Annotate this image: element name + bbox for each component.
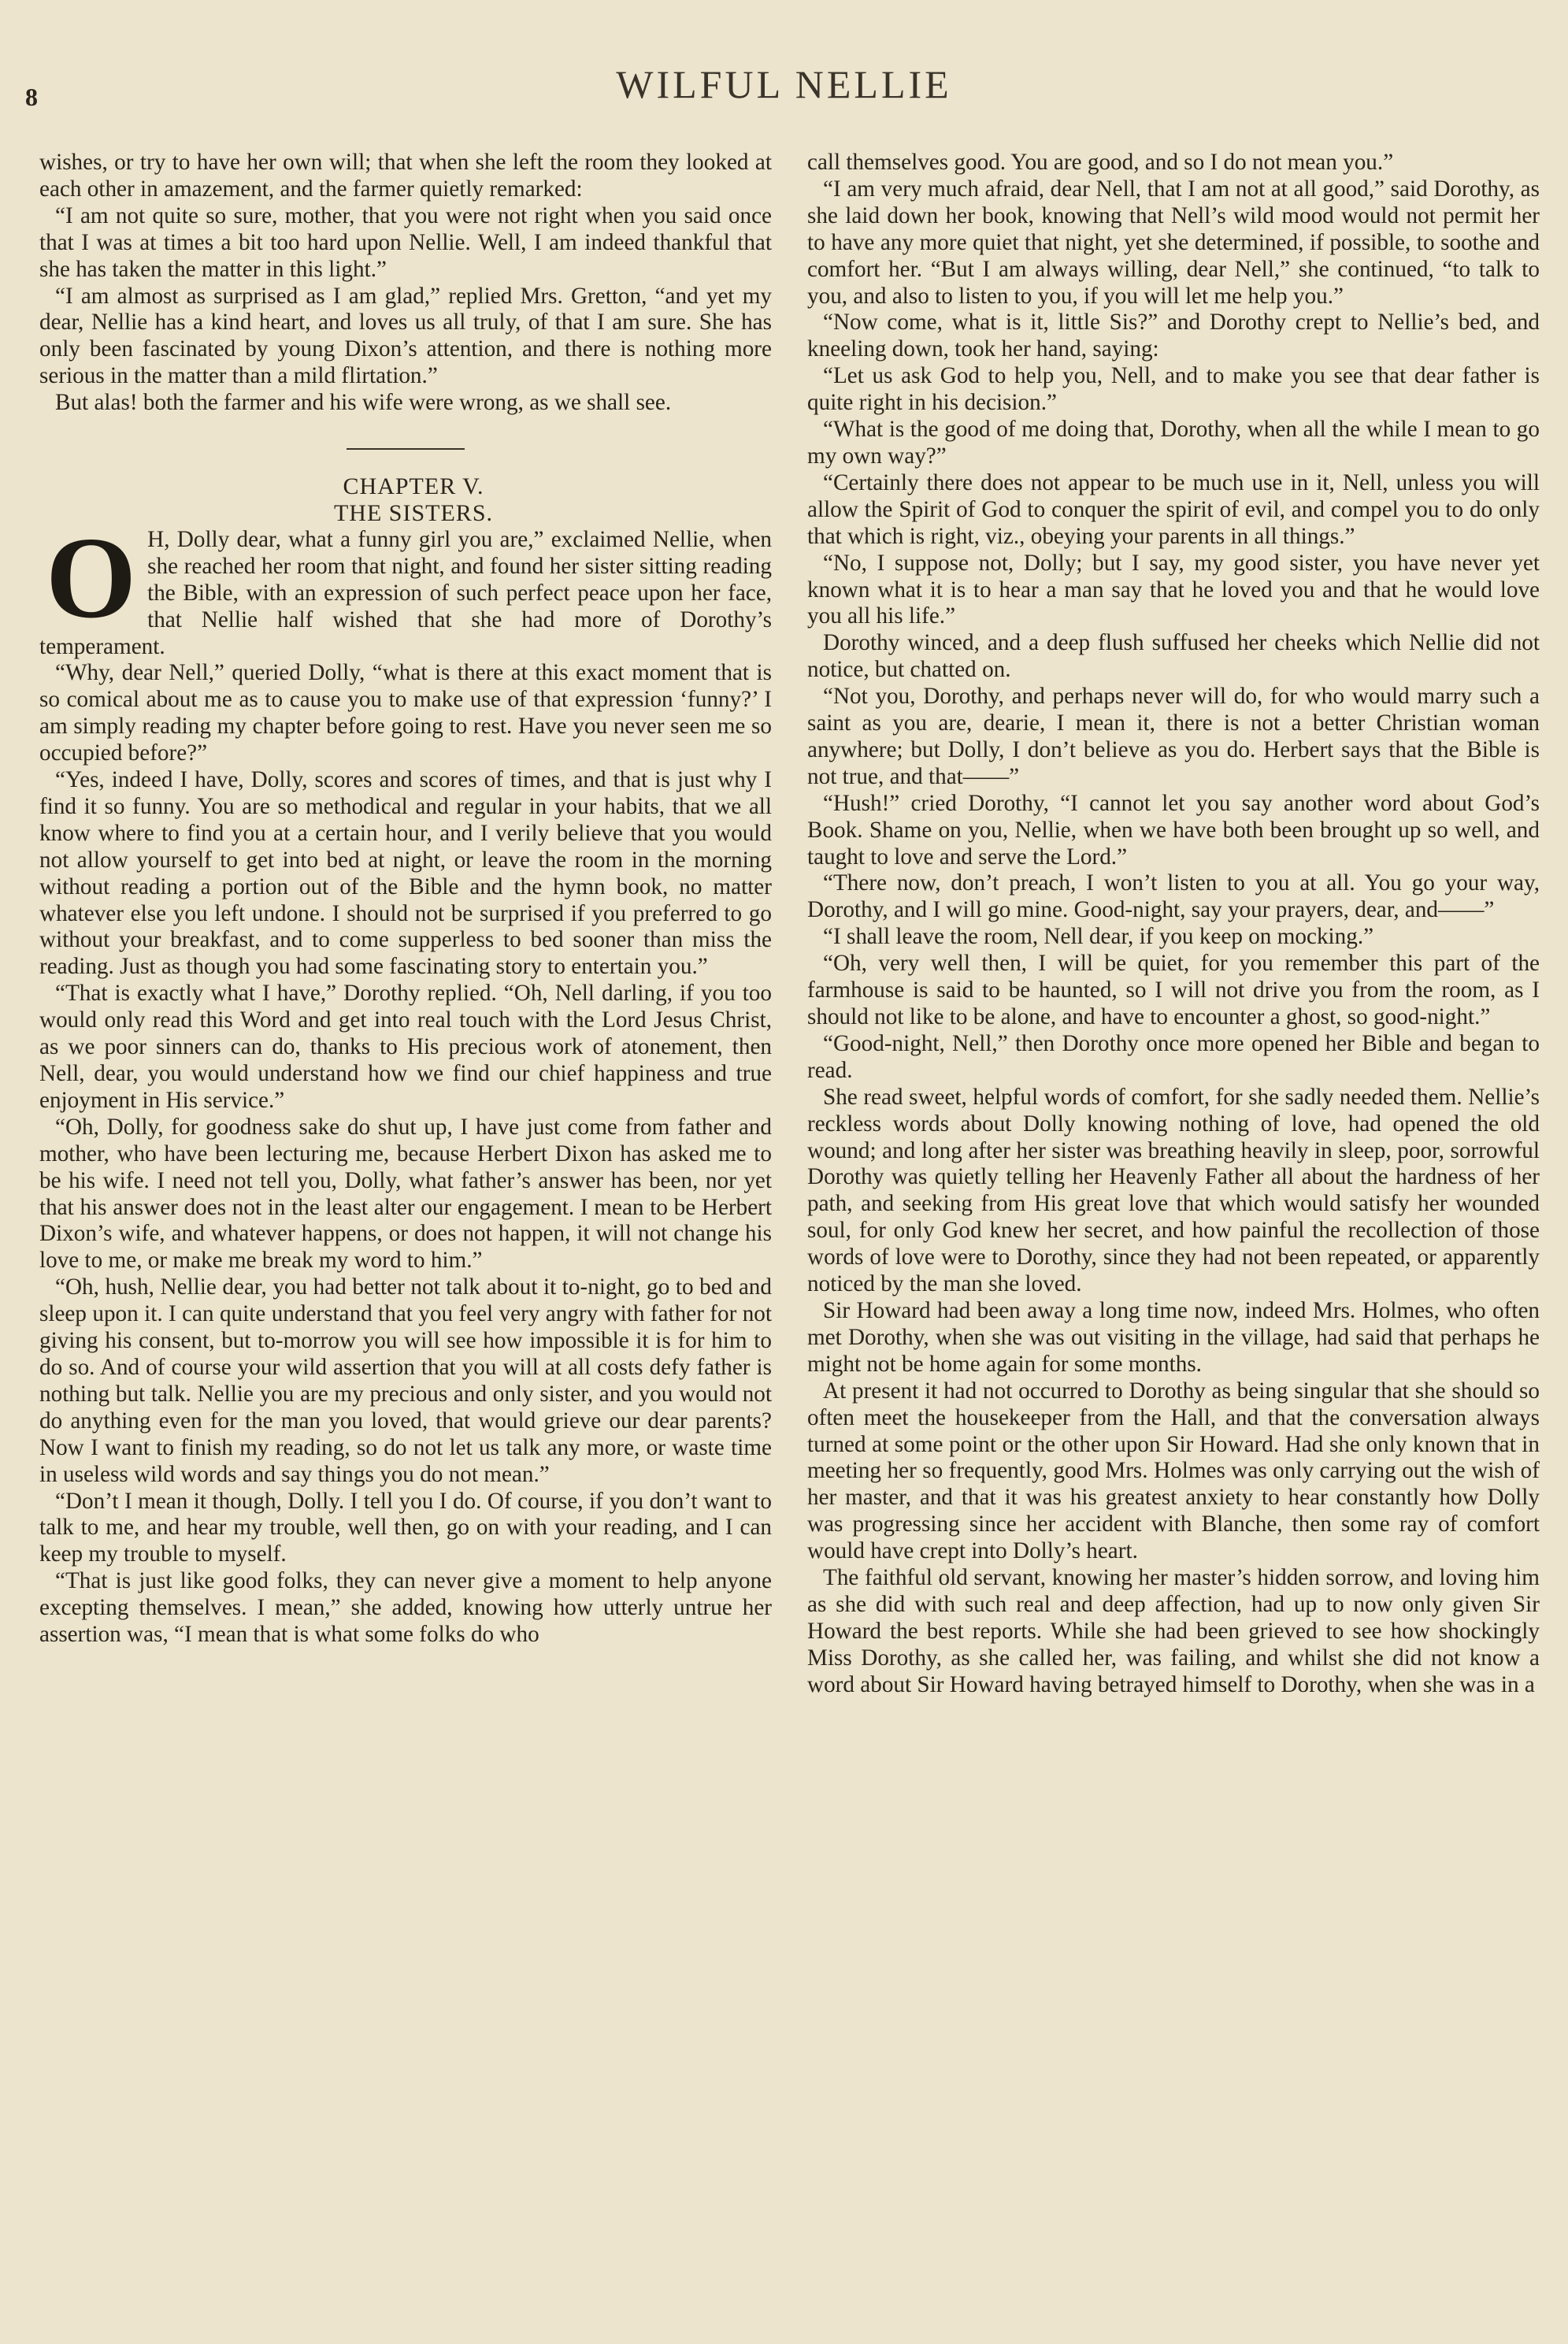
paragraph: But alas! both the farmer and his wife were wrong, as we shall see. xyxy=(55,390,672,416)
page-number: 8 xyxy=(25,83,38,111)
paragraph: “Yes, indeed I have, Dolly, scores and scores of times, and that is just why I find it so funny. You are so methodical and regular in your habits, that we all know where to find you at a certain hour, and I verily believe that you would not allow yourself to get into bed at night, or leave the room in the morning without reading a portion out of the Bible and the hymn book, no matter whatever else you left undone. I should not be surprised if you preferred to go without your breakfast, and to come supperless to bed sooner than miss the reading. Just as though you had some fascinating story to entertain you.” xyxy=(39,767,772,980)
paragraph: “Certainly there does not appear to be much use in it, Nell, unless you will allow the Spirit of God to conquer the spirit of evil, and compel you to do only that which is right, viz., obeying your parents in all things.” xyxy=(807,469,1540,549)
paragraph: “Now come, what is it, little Sis?” and Dorothy crept to Nellie’s bed, and kneeling down, took her hand, saying: xyxy=(807,310,1540,362)
paragraph: “Not you, Dorothy, and perhaps never will do, for who would marry such a saint as you are, dearie, I mean it, there is not a better Christian woman anywhere; but Dolly, I don’t believe as you do. Herbert says that the Bible is not true, and that——” xyxy=(807,684,1540,789)
drop-cap: O xyxy=(46,513,137,643)
left-column xyxy=(39,150,772,1649)
paragraph: “What is the good of me doing that, Dorothy, when all the while I mean to go my own way?” xyxy=(807,417,1540,469)
chapter-label: CHAPTER V. xyxy=(343,473,484,500)
paragraph: “I am not quite so sure, mother, that you were not right when you said once that I was at times a bit too hard upon Nellie. Well, I am indeed thankful that she has taken the matter in this light.” xyxy=(39,202,772,282)
paragraph: “Oh, very well then, I will be quiet, for you remember this part of the farmhouse is said to be haunted, so I will not drive you from the room, as I should not like to be alone, and have to encounter a ghost, so good-night.” xyxy=(807,951,1540,1029)
paragraph: “Why, dear Nell,” queried Dolly, “what is there at this exact moment that is so comical about me as to cause you to make use of that expression ‘funny?’ I am simply reading my chapter before going to rest. Have you never seen me so occupied before?” xyxy=(39,660,772,766)
paragraph: “There now, don’t preach, I won’t listen to you at all. You go your way, Dorothy, and I will go mine. Good-night, say your prayers, dear, and——” xyxy=(807,870,1540,923)
chapter-title: THE SISTERS. xyxy=(333,499,494,526)
paragraph: “Don’t I mean it though, Dolly. I tell you I do. Of course, if you don’t want to talk to me, and hear my trouble, well then, go on with your reading, and I can keep my trouble to myself. xyxy=(39,1488,772,1567)
paragraph: She read sweet, helpful words of comfort, for she sadly needed them. Nellie’s reckless words about Dolly knowing nothing of love, had opened the old wound; and long after her sister was breathing heavily in sleep, poor, sorrowful Dorothy was quietly telling her Heavenly Father all about the hardness of her path, and seeking from His great love that which would satisfy her wounded soul, for only God knew her secret, and how painful the recollection of those words of love were to Dorothy, since they had not been repeated, or apparently noticed by the man she loved. xyxy=(807,1084,1540,1297)
chapter-opening-paragraph xyxy=(39,513,772,661)
right-column xyxy=(807,150,1540,1699)
paragraph: Dorothy winced, and a deep flush suffused her cheeks which Nellie did not notice, but chatted on. xyxy=(807,630,1540,683)
section-divider xyxy=(347,448,465,450)
paragraph: wishes, or try to have her own will; that when she left the room they looked at each other in amazement, and the farmer quietly remarked: xyxy=(39,150,772,202)
paragraph: “I am almost as surprised as I am glad,” replied Mrs. Gretton, “and yet my dear, Nellie has a kind heart, and loves us all truly, of that I am sure. She has only been fascinated by young Dixon’s attention, and there is nothing more serious in the matter than a mild flirtation.” xyxy=(39,283,772,389)
paragraph: Sir Howard had been away a long time now, indeed Mrs. Holmes, who often met Dorothy, when she was out visiting in the village, had said that perhaps he might not be home again for some months. xyxy=(807,1297,1540,1377)
paragraph: “Oh, Dolly, for goodness sake do shut up, I have just come from father and mother, who have been lecturing me, because Herbert Dixon has asked me to be his wife. I need not tell you, Dolly, what father’s answer has been, nor yet that his answer does not in the least alter our engagement. I mean to be Herbert Dixon’s wife, and whatever happens, or does not happen, it will not change his love to me, or make me break my word to him.” xyxy=(39,1114,772,1274)
paragraph: “Oh, hush, Nellie dear, you had better not talk about it to-night, go to bed and sleep upon it. I can quite understand that you feel very angry with father for not giving his consent, but to-morrow you will see how impossible it is for him to do so. And of course your wild assertion that you will at all costs defy father is nothing but talk. Nellie you are my precious and only sister, and you would not do anything even for the man you loved, that would grieve our dear parents? Now I want to finish my reading, so do not let us talk any more, or waste time in useless wild words and say things you do not mean.” xyxy=(39,1274,772,1487)
paragraph: The faithful old servant, knowing her master’s hidden sorrow, and loving him as she did with such real and deep affection, had up to now only given Sir Howard the best reports. While she had been grieved to see how shockingly Miss Dorothy, as she called her, was failing, and whilst she did not know a word about Sir Howard having betrayed himself to Dorothy, when she was in a xyxy=(807,1565,1540,1697)
paragraph: “Hush!” cried Dorothy, “I cannot let you say another word about God’s Book. Shame on you, Nellie, when we have both been brought up so well, and taught to love and serve the Lord.” xyxy=(807,790,1540,870)
paragraph: “Good-night, Nell,” then Dorothy once more opened her Bible and began to read. xyxy=(807,1030,1540,1083)
paragraph: At present it had not occurred to Dorothy as being singular that she should so often meet the housekeeper from the Hall, and that the conversation always turned at some point or the other upon Sir Howard. Had she only known that in meeting her so frequently, good Mrs. Holmes was only carrying out the wish of her master, and that it was his greatest anxiety to hear constantly how Dolly was progressing since her accident with Blanche, then some ray of comfort would have crept into Dolly’s heart. xyxy=(807,1378,1540,1564)
paragraph: “That is exactly what I have,” Dorothy replied. “Oh, Nell darling, if you too would only read this Word and get into real touch with the Lord Jesus Christ, as we poor sinners can do, thanks to His precious work of atonement, then Nell, dear, you would understand how we find our chief happiness and true enjoyment in His service.” xyxy=(39,981,772,1113)
paragraph: call themselves good. You are good, and so I do not mean you.” xyxy=(807,150,1394,175)
paragraph: “No, I suppose not, Dolly; but I say, my good sister, you have never yet known what it is to hear a man say that he loved you and that he would love you all his life.” xyxy=(807,550,1540,629)
paragraph: “I am very much afraid, dear Nell, that I am not at all good,” said Dorothy, as she laid down her book, knowing that Nell’s wild mood would not permit her to have any more quiet that night, yet she determined, if possible, to soothe and comfort her. “But I am always willing, dear Nell,” she continued, “to talk to you, and also to listen to you, if you will let me help you.” xyxy=(807,176,1540,309)
paragraph: “Let us ask God to help you, Nell, and to make you see that dear father is quite right in his decision.” xyxy=(807,363,1540,416)
paragraph: “I shall leave the room, Nell dear, if you keep on mocking.” xyxy=(823,924,1374,950)
paragraph: “That is just like good folks, they can never give a moment to help anyone excepting themselves. I mean,” she added, knowing how utterly untrue her assertion was, “I mean that is what some folks do who xyxy=(39,1568,772,1648)
running-title: WILFUL NELLIE xyxy=(616,62,952,106)
opening-text: H, Dolly dear, what a funny girl you are,” exclaimed Nellie, when she reached her room that night, and found her sister sitting reading the Bible, with an expression of such perfect peace upon her face, that Nellie half wished that she had more of Dorothy’s temperament. xyxy=(39,526,772,659)
